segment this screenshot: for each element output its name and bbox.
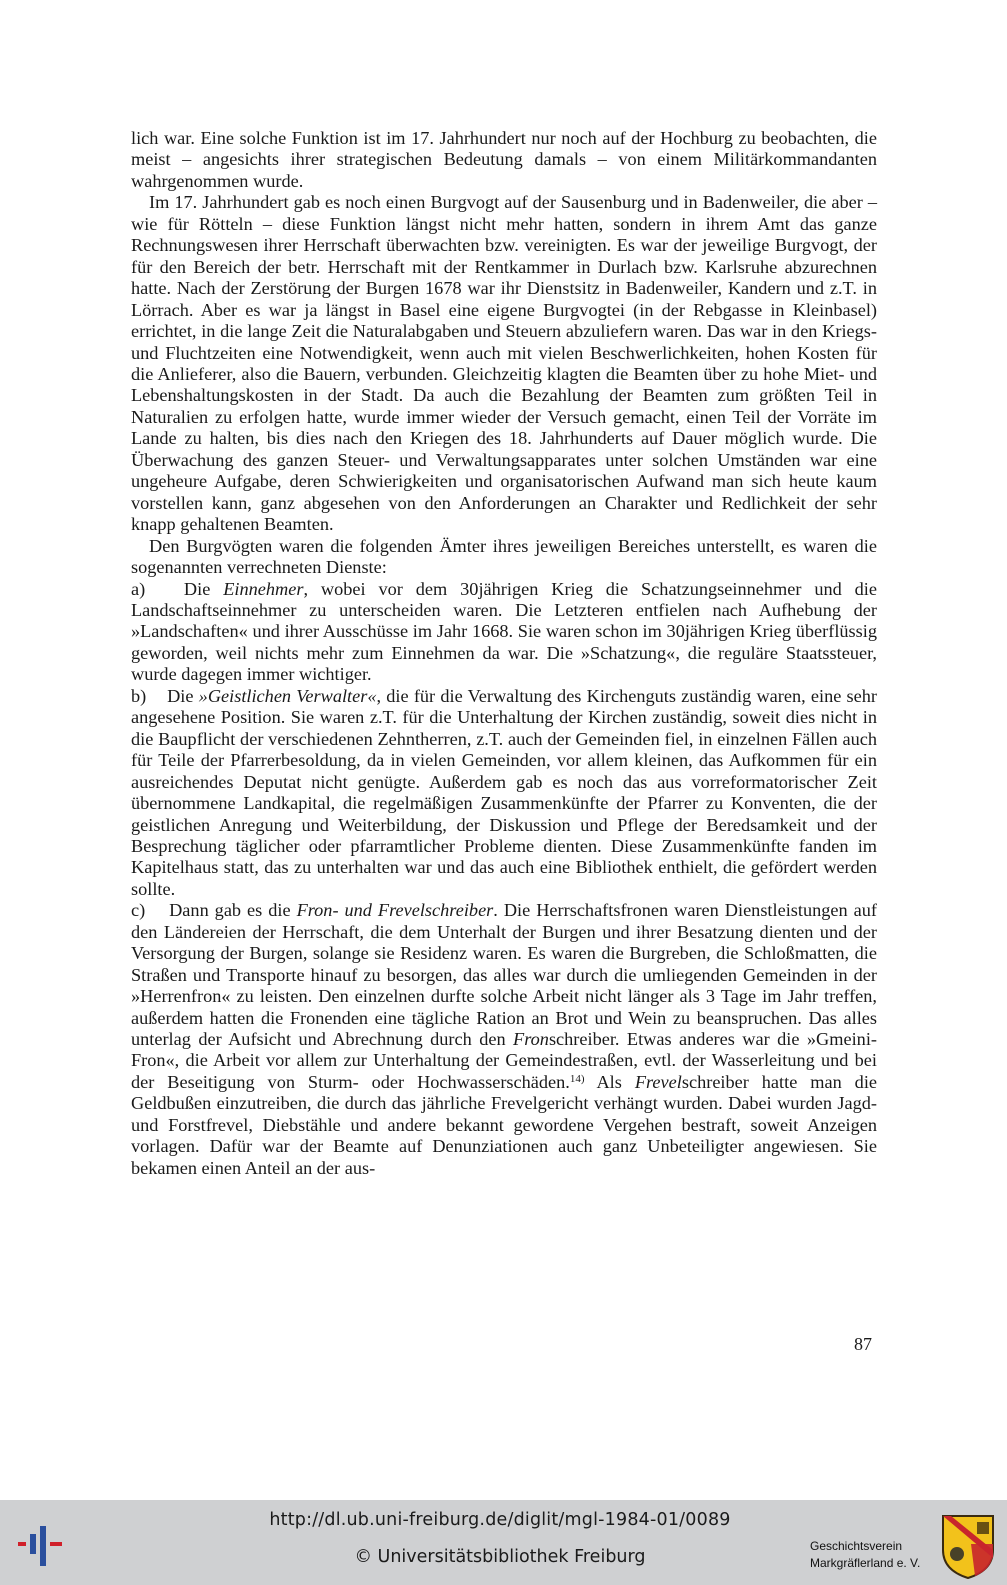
footer-org-name [810, 1538, 930, 1572]
item-text: schreiber hatte man die Geldbußen einzutreiben, die durch das jährliche Frevelgericht verhängt wurden. Dabei wurden Jagd- und Forstfrevel, Diebstähle und andere bekannt gewordene Vergehen bestraft, soweit Anzeigen vorlagen. Dafür war der Beamte auf Denunziationen auch ganz Unbeteiligter angewiesen. Sie bekamen einen Anteil an der aus- [131, 1071, 878, 1178]
item-term: »Geistlichen Verwalter« [198, 685, 377, 706]
item-term-fron: Fron [513, 1029, 549, 1050]
footer-copyright: © Universitätsbibliothek Freiburg [354, 1547, 646, 1567]
item-text: , die für die Verwaltung des Kirchenguts zuständig waren, eine sehr angesehene Position. Sie waren z.T. für die Unterhaltung der Kirchen zuständig, soweit dies nicht in die Baupflicht der verschiedenen Zehntherren, z.T. auch der Gemeinden fiel, in einzelnen Fällen auch für Teile der Pfarrerbesoldung, da in vielen Gemeinden, vor allem kleinen, das Aufkommen für ein ausreichendes Deputat nicht genügte. Außerdem gab es noch das aus vorreformatorischer Zeit übernommene Landkapital, die regelmäßigen Zusammenkünfte der Pfarrer zu Konventen, die der geistlichen Anregung und Weiterbildung, der Diskussion und Pflege der Beredsamkeit und der Besprechung täglicher oder pfarramtlicher Probleme dienten. Diese Zusammenkünfte fanden im Kapitelhaus statt, das zu unterhalten war und das auch eine Bibliothek enthielt, die gefördert werden sollte. [131, 685, 878, 899]
coat-of-arms-icon[interactable] [941, 1514, 995, 1580]
footer-url-link[interactable]: http://dl.ub.uni-freiburg.de/diglit/mgl-1984-01/0089 [269, 1510, 731, 1530]
item-term-frevel: Frevel [634, 1071, 682, 1092]
paragraph-2: Im 17. Jahrhundert gab es noch einen Burgvogt auf der Sausenburg und in Badenweiler, die aber – wie für Rötteln – diese Funktion längst nicht mehr hatten, sondern in ihrem Amt das ganze Rechnungswesen ihrer Herrschaft überwachten bzw. vereinigten. Es war der jeweilige Burgvogt, der für den Bereich der betr. Herrschaft mit der Rentkammer in Durlach bzw. Karlsruhe abzurechnen hatte. Nach der Zerstörung der Burgen 1678 war ihr Dienstsitz in Badenweiler, Kandern und z.T. in Lörrach. Aber es war ja längst in Basel eine eigene Burgvogtei (in der Rebgasse in Kleinbasel) errichtet, in die lange Zeit die Naturalabgaben und Steuern abzuliefern waren. Das war in den Kriegs- und Fluchtzeiten eine Notwendigkeit, wenn auch mit vielen Beschwerlichkeiten, hohen Kosten für die Anlieferer, also die Bauern, verbunden. Gleichzeitig klagten die Beamten über zu hohe Miet- und Lebenshaltungskosten in der Stadt. Da auch die Bezahlung der Beamten zum größten Teil in Naturalien zu erfolgen hatte, wurde immer wieder der Versuch gemacht, einen Teil der Vorräte im Lande zu halten, bis dies nach den Kriegen des 18. Jahrhunderts auf Dauer möglich wurde. Die Überwachung des ganzen Steuer- und Verwaltungsapparates unter solchen Umständen war eine ungeheure Aufgabe, deren Schwierigkeiten und organisatorischen Aufwand man sich heute kaum vorstellen kann, ganz abgesehen von den Anforderungen an Charakter und Redlichkeit der sehr knapp gehaltenen Beamten. [131, 192, 877, 535]
item-lead: Dann gab es die [169, 900, 297, 921]
footer-bar [0, 1500, 1007, 1585]
list-item-c [131, 900, 877, 1179]
list-item-a: a) Die Einnehmer, wobei vor dem 30jährigen Krieg die Schatzungseinnehmer und die Landschaftseinnehmer zu unterscheiden waren. Die Letzteren entfielen nach Aufhebung der »Landschaften« und ihrer Ausschüsse im Jahr 1668. Sie waren schon im 30jährigen Krieg überflüssig geworden, weil nichts mehr zum Einnehmen da war. Die »Schatzung«, die reguläre Staatssteuer, wurde dagegen immer wichtiger. [131, 578, 878, 685]
page-number: 87 [854, 1334, 872, 1354]
org-line-1: Geschichtsverein [810, 1539, 903, 1553]
item-term: Fron- und Frevelschreiber [296, 900, 494, 921]
paragraph-3: Den Burgvögten waren die folgenden Ämter ihres jeweiligen Bereiches unterstellt, es waren die sogenannten verrechneten Dienste: [131, 535, 877, 578]
item-marker: a) [131, 578, 146, 599]
body-text [131, 128, 877, 1179]
ub-freiburg-logo-icon[interactable] [16, 1520, 66, 1570]
item-marker: c) [131, 900, 146, 921]
item-text: . Die Herrschaftsfronen waren Dienstleistungen auf den Ländereien der Herrschaft, die dem Unterhalt der Burgen und ihrer Besatzung dienten und der Versorgung der Burgen, solange sie Residenz waren. Es waren die Burgreben, die Schloßmatten, die Straßen und Transporte hinauf zu besorgen, das alles war durch die umliegenden Gemeinden in der »Herrenfron« zu leisten. Den einzelnen durfte solche Arbeit nicht länger als 3 Tage im Jahr treffen, außerdem hatten die Fronenden eine tägliche Ration an Brot und Wein zu beanspruchen. Das alles unterlag der Aufsicht und Abrechnung durch den [131, 900, 877, 1050]
item-text: , wobei vor dem 30jährigen Krieg die Schatzungseinnehmer und die Landschaftseinnehmer zu unterscheiden waren. Die Letzteren entfielen nach Aufhebung der »Landschaften« und ihrer Ausschüsse im Jahr 1668. Sie waren schon im 30jährigen Krieg überflüssig geworden, weil nichts mehr zum Einnehmen da war. Die »Schatzung«, die reguläre Staatssteuer, wurde dagegen immer wichtiger. [131, 578, 878, 685]
paragraph-1: lich war. Eine solche Funktion ist im 17. Jahrhundert nur noch auf der Hochburg zu beobachten, die meist – angesichts ihrer strategischen Bedeutung damals – von einem Militärkommandanten wahrgenommen wurde. [131, 128, 877, 191]
item-text: schreiber. Etwas anderes war die »Gmeini-Fron«, die Arbeit vor allem zur Unterhaltung der Gemeindestraßen, evtl. der Wasserleitung und bei der Beseitigung von Sturm- oder Hochwasserschäden. [131, 1029, 877, 1092]
footnote-ref[interactable]: 14) [569, 1072, 585, 1085]
list-item-b: b) Die »Geistlichen Verwalter«, die für die Verwaltung des Kirchenguts zuständig waren, eine sehr angesehene Position. Sie waren z.T. für die Unterhaltung der Kirchen zuständig, soweit dies nicht in die Baupflicht der verschiedenen Zehntherren, z.T. auch der Gemeinden fiel, in einzelnen Fällen auch für Teile der Pfarrerbesoldung, da in vielen Gemeinden, vor allem kleinen, das Aufkommen für ein ausreichendes Deputat nicht genügte. Außerdem gab es noch das aus vorreformatorischer Zeit übernommene Landkapital, die regelmäßigen Zusammenkünfte der Pfarrer zu Konventen, die der geistlichen Anregung und Weiterbildung, der Diskussion und Pflege der Beredsamkeit und der Besprechung täglicher oder pfarramtlicher Probleme dienten. Diese Zusammenkünfte fanden im Kapitelhaus statt, das zu unterhalten war und das auch eine Bibliothek enthielt, die gefördert werden sollte. [131, 685, 878, 899]
item-marker: b) [131, 685, 147, 706]
item-text: Als [584, 1071, 635, 1092]
org-line-2: Markgräflerland e. V. [810, 1556, 921, 1570]
item-term: Einnehmer [223, 578, 304, 599]
